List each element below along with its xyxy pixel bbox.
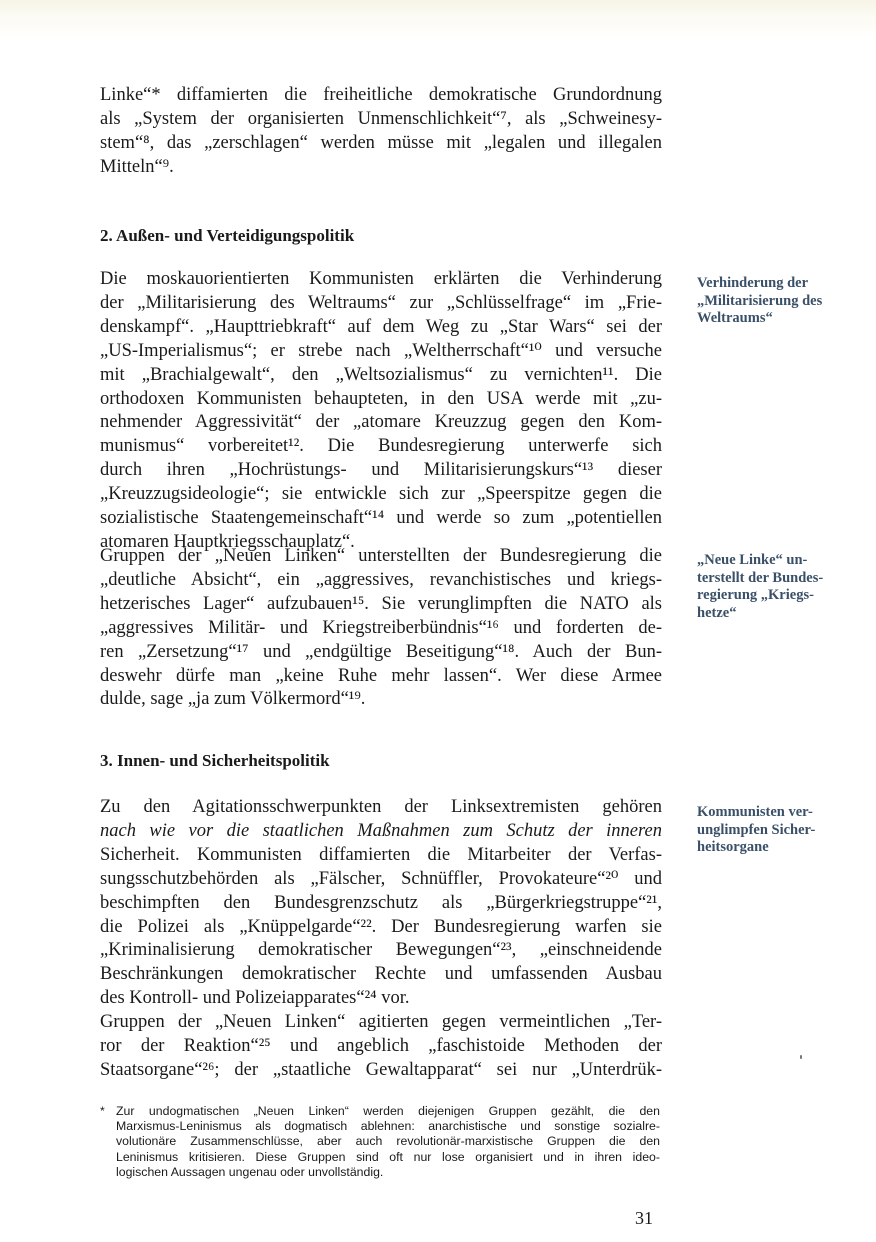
text-line: denskampf“. „Haupttriebkraft“ auf dem Weg zu „Star Wars“ sei der	[100, 316, 662, 337]
margin-note-line: regierung „Kriegs-	[697, 587, 814, 603]
footnote-line: Zur undogmatischen „Neuen Linken“ werden diejenigen Gruppen gezählt, die den	[116, 1104, 660, 1118]
footnote-line: Marxismus-Leninismus als dogmatisch ablehnen: anarchistische und sonstige sozialre-	[116, 1119, 660, 1134]
margin-note-line: terstellt der Bundes-	[697, 569, 824, 586]
text-line: mit „Brachialgewalt“, den „Weltsozialismus“ zu vernichten¹¹. Die	[100, 364, 662, 385]
text-line: Staatsorgane“²⁶; der „staatliche Gewaltapparat“ sei nur „Unterdrük-	[100, 1059, 662, 1080]
text-line: die Polizei als „Knüppelgarde“²². Der Bundesregierung warfen sie	[100, 916, 662, 937]
section2-paragraph-1	[100, 268, 662, 555]
text-line: Zu den Agitationsschwerpunkten der Linksextremisten gehören	[100, 797, 662, 817]
text-line: atomaren Hauptkriegsschauplatz“.	[100, 531, 355, 552]
text-line: „Kriminalisierung demokratischer Bewegungen“²³, „einschneidende	[100, 940, 662, 961]
text-line: sozialistische Staatengemeinschaft“¹⁴ und werde so zum „potentiellen	[100, 508, 662, 529]
text-line: munismus“ vorbereitet¹². Die Bundesregierung unterwerfe sich	[100, 436, 662, 457]
text-line: Linke“* diffamierten die freiheitliche demokratische Grundordnung	[100, 85, 662, 105]
text-line: deswehr dürfe man „keine Ruhe mehr lassen“. Wer diese Armee	[100, 665, 662, 686]
text-line: Gruppen der „Neuen Linken“ agitierten gegen vermeintlichen „Ter-	[100, 1012, 662, 1032]
text-line: ror der Reaktion“²⁵ und angeblich „faschistoide Methoden der	[100, 1035, 662, 1056]
margin-note-line: Kommunisten ver-	[697, 804, 813, 820]
text-line: der „Militarisierung des Weltraums“ zur „Schlüsselfrage“ im „Frie-	[100, 292, 662, 313]
text-line: Mitteln“⁹.	[100, 156, 174, 177]
text-line: dulde, sage „ja zum Völkermord“¹⁹.	[100, 689, 366, 710]
margin-note-sicherheitsorgane	[697, 804, 857, 857]
footnote-line: volutionäre Zusammenschlüsse, aber auch revolutionär-marxistische Gruppen die den	[116, 1134, 660, 1149]
text-line: „Kreuzzugsideologie“; sie entwickle sich zur „Speerspitze gegen die	[100, 484, 662, 505]
section3-paragraph-1	[100, 796, 662, 1011]
text-line: orthodoxen Kommunisten behaupteten, in den USA werde mit „zu-	[100, 388, 662, 409]
section-heading-foreign-defense: 2. Außen- und Verteidigungspolitik	[100, 226, 355, 245]
section3-paragraph-2	[100, 1011, 662, 1083]
text-line: stem“⁸, das „zerschlagen“ werden müsse mit „legalen und illegalen	[100, 132, 662, 153]
text-line: „deutliche Absicht“, ein „aggressives, revanchistisches und kriegs-	[100, 569, 662, 590]
margin-note-line: „Militarisierung des	[697, 292, 823, 309]
text-line: Gruppen der „Neuen Linken“ unterstellten der Bundesregierung die	[100, 546, 662, 566]
margin-note-line: Verhinderung der	[697, 275, 809, 291]
text-line: als „System der organisierten Unmenschlichkeit“⁷, als „Schweinesy-	[100, 108, 662, 129]
text-line: Sicherheit. Kommunisten diffamierten die Mitarbeiter der Verfas-	[100, 844, 662, 865]
text-line: ren „Zersetzung“¹⁷ und „endgültige Beseitigung“¹⁸. Auch der Bun-	[100, 641, 662, 662]
footnote-line: logischen Aussagen ungenau oder unvollständig.	[116, 1164, 384, 1179]
text-line: hetzerisches Lager“ aufzubauen¹⁵. Sie verunglimpften die NATO als	[100, 593, 662, 614]
footnote	[100, 1104, 660, 1180]
margin-note-weltraum	[697, 275, 857, 328]
text-line: „aggressives Militär- und Kriegstreiberbündnis“¹⁶ und forderten de-	[100, 617, 662, 638]
text-line: nehmender Aggressivität“ der „atomare Kreuzzug gegen den Kom-	[100, 412, 662, 433]
text-line: nach wie vor die staatlichen Maßnahmen zum Schutz der inneren	[100, 820, 662, 841]
page-number: 31	[635, 1208, 653, 1228]
text-line: sungsschutzbehörden als „Fälscher, Schnüffler, Provokateure“²⁰ und	[100, 868, 662, 889]
section2-paragraph-2	[100, 545, 662, 712]
margin-note-neue-linke	[697, 552, 857, 622]
margin-note-line: heitsorgane	[697, 839, 769, 855]
text-line: Die moskauorientierten Kommunisten erklärten die Verhinderung	[100, 269, 662, 289]
text-line: Beschränkungen demokratischer Rechte und umfassenden Ausbau	[100, 964, 662, 985]
margin-note-line: „Neue Linke“ un-	[697, 552, 808, 568]
margin-note-line: hetze“	[697, 604, 737, 621]
section-heading-domestic-security: 3. Innen- und Sicherheitspolitik	[100, 751, 330, 770]
footnote-marker: *	[100, 1104, 105, 1118]
text-line: beschimpften den Bundesgrenzschutz als „Bürgerkriegstruppe“²¹,	[100, 892, 662, 913]
text-line: des Kontroll- und Polizeiapparates“²⁴ vor.	[100, 988, 410, 1009]
margin-note-line: Weltraums“	[697, 310, 773, 326]
intro-paragraph	[100, 84, 662, 180]
margin-note-line: unglimpfen Sicher-	[697, 821, 816, 838]
scan-speck	[800, 1055, 802, 1059]
text-line: durch ihren „Hochrüstungs- und Militarisierungskurs“¹³ dieser	[100, 460, 662, 481]
footnote-line: Leninismus kritisieren. Diese Gruppen sind oft nur lose organisiert und in ihren ideo-	[116, 1149, 660, 1164]
text-line: „US-Imperialismus“; er strebe nach „Weltherrschaft“¹⁰ und versuche	[100, 340, 662, 361]
